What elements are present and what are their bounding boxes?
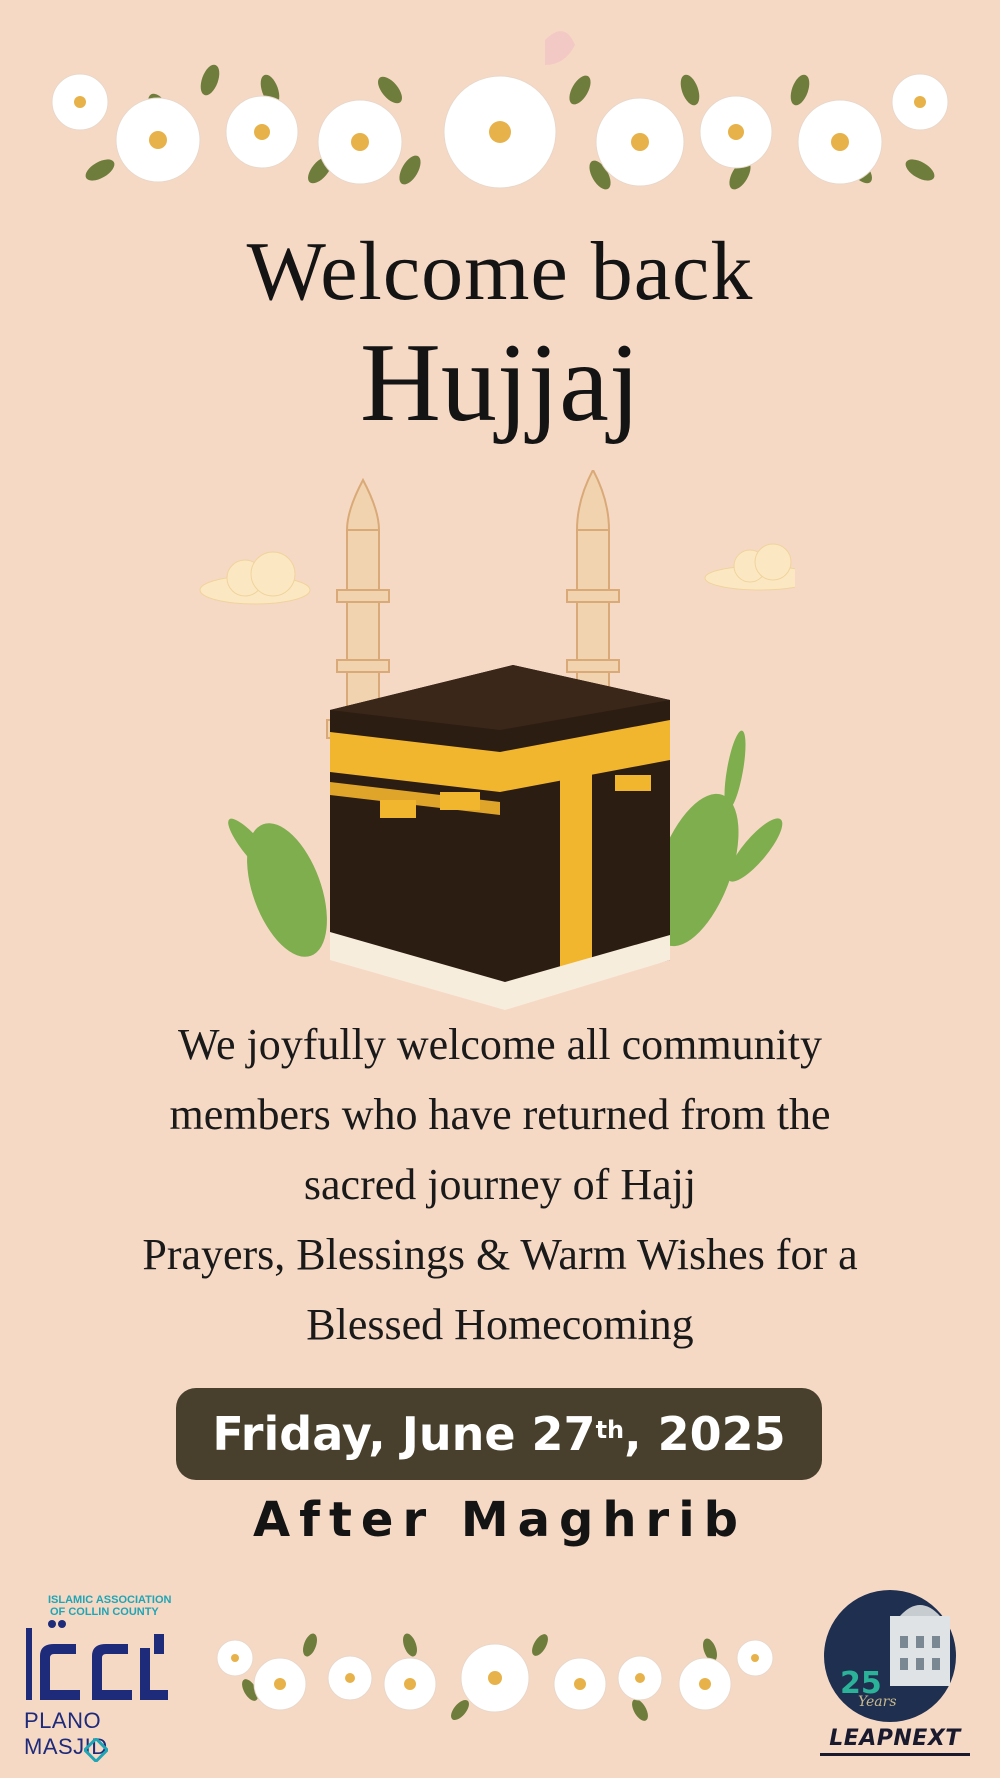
logo-left-line2: OF COLLIN COUNTY — [50, 1606, 159, 1618]
kaaba-illustration-icon — [195, 470, 795, 1010]
message-line-1: We joyfully welcome all community — [177, 1020, 823, 1069]
message-line-5: Blessed Homecoming — [306, 1300, 694, 1349]
event-date-badge — [176, 1388, 822, 1480]
logo-left-name: PLANO MASJID — [24, 1708, 108, 1759]
logo-years-number: 25 — [840, 1666, 882, 1701]
event-date-prefix: Friday, June 27 — [212, 1407, 596, 1461]
welcome-message — [60, 1010, 940, 1360]
event-time: After Maghrib — [252, 1492, 748, 1548]
top-flower-garland-icon — [40, 20, 960, 210]
event-date-year: , 2025 — [624, 1407, 786, 1461]
event-date-ordinal: th — [595, 1416, 625, 1444]
logo-right-name: LEAPNEXT — [820, 1726, 970, 1756]
heading-welcome-back: Welcome back — [246, 225, 754, 318]
heading-hujjaj: Hujjaj — [360, 321, 640, 445]
message-line-4: Prayers, Blessings & Warm Wishes for a — [142, 1230, 858, 1279]
message-line-3: sacred journey of Hajj — [303, 1160, 697, 1209]
iacc-calligraphy-icon — [22, 1618, 174, 1706]
message-line-2: members who have returned from the — [169, 1090, 831, 1139]
leapnext-25-years-logo — [820, 1586, 970, 1762]
logo-knot-icon — [84, 1738, 108, 1762]
logo-left-line1: ISLAMIC ASSOCIATION — [48, 1594, 172, 1606]
logo-years-label: Years — [858, 1694, 897, 1710]
iacc-plano-masjid-logo — [22, 1594, 174, 1764]
bottom-flower-garland-icon — [210, 1600, 780, 1730]
